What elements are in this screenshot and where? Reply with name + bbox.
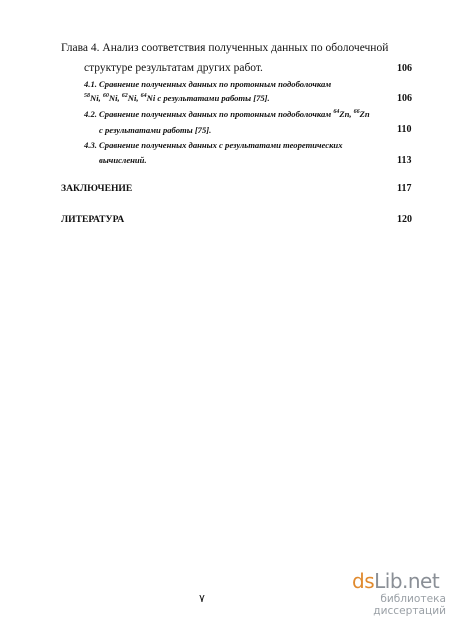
element-symbol: Zn, <box>339 109 354 119</box>
element-symbol: Ni, <box>90 93 103 103</box>
isotope-mass: 64 <box>333 109 340 115</box>
chapter4-title-line2: структуре результатам других работ. <box>84 62 263 74</box>
section42-line1 <box>84 109 370 119</box>
section43-page-number: 113 <box>397 155 412 166</box>
isotope-mass: 64 <box>140 93 147 99</box>
chapter4-title-line1: Глава 4. Анализ соответствия полученных данных по оболочечной <box>61 42 389 54</box>
section41-line2 <box>84 93 270 103</box>
dslib-watermark <box>316 569 446 617</box>
isotope-mass: 58 <box>84 93 90 99</box>
section41-page-number: 106 <box>397 93 412 104</box>
section42-text: 4.2. Сравнение полученных данных по протонным подоболочкам <box>84 109 334 119</box>
chapter4-page-number: 106 <box>397 63 412 74</box>
isotope-mass: 62 <box>121 93 128 99</box>
literature-page-number: 120 <box>397 214 412 225</box>
isotope-mass: 66 <box>353 109 360 115</box>
watermark-tagline: библиотека диссертаций <box>373 593 446 617</box>
section42-page-number: 110 <box>397 124 412 135</box>
element-symbol: Ni, <box>127 93 141 103</box>
conclusion-heading: ЗАКЛЮЧЕНИЕ <box>61 183 133 194</box>
literature-heading: ЛИТЕРАТУРА <box>61 214 125 225</box>
footer-page-number: ٧ <box>199 593 205 605</box>
section42-line2: с результатами работы [75]. <box>99 125 212 135</box>
conclusion-page-number: 117 <box>397 183 412 194</box>
dslib-logo: dsLib.net <box>352 569 440 593</box>
section43-line2: вычислений. <box>99 155 147 165</box>
section43-line1: 4.3. Сравнение полученных данных с результатами теоретических <box>84 140 343 150</box>
isotope-mass: 60 <box>102 93 109 99</box>
element-symbol: Ni с результатами работы [75]. <box>146 93 270 103</box>
element-symbol: Zn <box>359 109 370 119</box>
section41-line1: 4.1. Сравнение полученных данных по протонным подоболочкам <box>84 79 332 89</box>
element-symbol: Ni, <box>108 93 122 103</box>
